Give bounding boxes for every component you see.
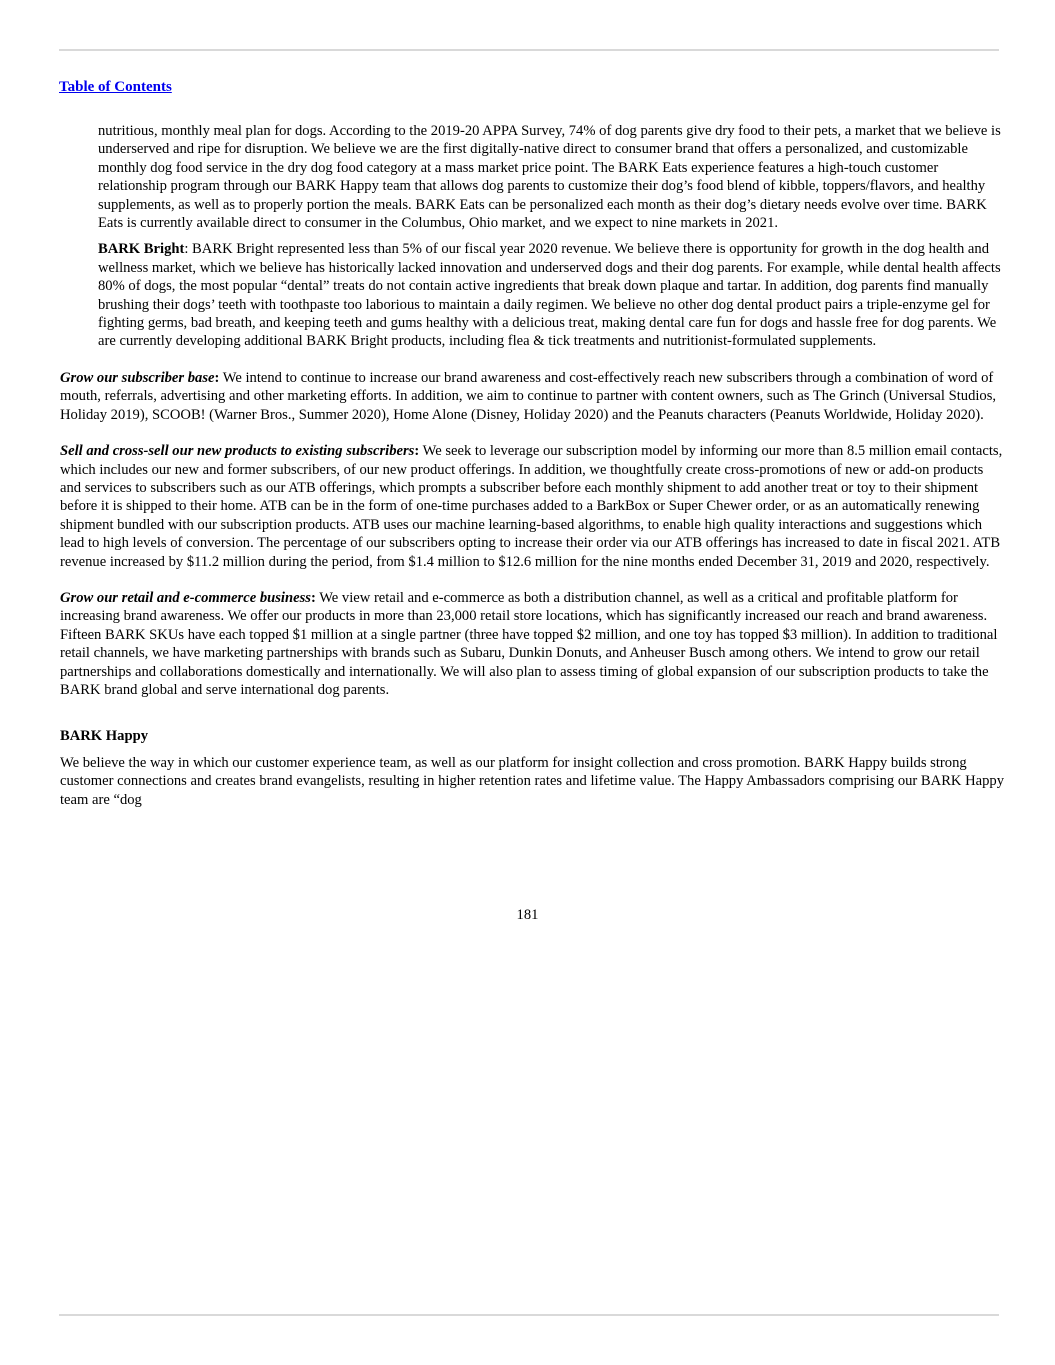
bark-happy-paragraph: We believe the way in which our customer experience team, as well as our platform for insight collection and cross promotion. BARK Happy builds strong customer connections and creates brand evangelists, resulting in higher retention rates and lifetime value. The Happy Ambassadors comprising our BARK Happy team are “dog	[60, 754, 1005, 808]
bark-eats-paragraph: nutritious, monthly meal plan for dogs. According to the 2019-20 APPA Survey, 74% of dog parents give dry food to their pets, a market that we believe is underserved and ripe for disruption. We believe we are the first digitally-native direct to consumer brand that offers a personalized, and customizable monthly dog food service in the dry dog food category at a mass market price point. The BARK Eats experience features a high-touch customer relationship program through our BARK Happy team that allows dog parents to customize their dog’s food blend of kibble, toppers/flavors, and healthy supplements, as well as to properly portion the meals. BARK Eats can be personalized each month as their dog’s dietary needs evolve over time. BARK Eats is currently available direct to consumer in the Columbus, Ohio market, and we expect to nine markets in 2021.	[98, 123, 1001, 232]
table-of-contents-link[interactable]: Table of Contents	[59, 79, 172, 95]
top-divider	[59, 49, 999, 51]
cross-sell-body: We seek to leverage our subscription model by informing our more than 8.5 million email contacts, which includes our new and former subscribers, of our new product offerings. In addition, we thoughtfully create cross-promotions of new or add-on products and services to subscribers such as our ATB offerings, which prompts a subscriber before each monthly shipment to add another treat or toy to their shipment before it is shipped to their home. ATB can be in the form of one-time purchases added to a BarkBox or Super Chewer order, or as an automatically renewing shipment bundled with our subscription products. ATB uses our machine learning-based algorithms, to enable high quality interactions and suggestions which lead to high levels of conversion. The percentage of our subscribers opting to increase their order via our ATB offerings has increased to date in fiscal 2021. ATB revenue increased by $11.2 million during the period, from $1.4 million to $12.6 million for the nine months ended December 31, 2019 and 2020, respectively.	[60, 443, 1003, 570]
retail-body: We view retail and e-commerce as both a distribution channel, as well as a critical and profitable platform for increasing brand awareness. We offer our products in more than 23,000 retail store locations, which has significantly increased our reach and brand awareness. Fifteen BARK SKUs have each topped $1 million at a single partner (three have topped $2 million, and one toy has topped $3 million). In addition to traditional retail channels, we have marketing partnerships with brands such as Subaru, Dunkin Donuts, and Anheuser Busch among others. We intend to grow our retail partnerships and collaborations domestically and internationally. We will also plan to assess timing of global expansion of our subscription products to take the BARK brand global and serve international dog parents.	[60, 589, 998, 698]
bark-bright-paragraph	[60, 240, 1006, 350]
bark-happy-heading: BARK Happy	[60, 728, 148, 745]
subscriber-base-body: We intend to continue to increase our brand awareness and cost-effectively reach new subscribers through a combination of word of mouth, referrals, advertising and other marketing efforts. In addition, we aim to continue to partner with content owners, such as The Grinch (Universal Studios, Holiday 2019), SCOOB! (Warner Bros., Summer 2020), Home Alone (Disney, Holiday 2020) and the Peanuts characters (Peanuts Worldwide, Holiday 2020).	[60, 369, 997, 423]
cross-sell-paragraph	[60, 442, 1006, 571]
retail-lead: Grow our retail and e-commerce business	[60, 589, 311, 606]
bark-bright-lead: BARK Bright	[98, 241, 185, 258]
subscriber-base-colon: :	[214, 369, 220, 386]
retail-colon: :	[310, 589, 316, 606]
retail-paragraph	[60, 589, 1006, 699]
subscriber-base-paragraph	[60, 369, 1006, 424]
cross-sell-colon: :	[414, 443, 420, 460]
page-number: 181	[516, 907, 539, 923]
cross-sell-lead: Sell and cross-sell our new products to existing subscribers	[60, 443, 415, 460]
subscriber-base-lead: Grow our subscriber base	[60, 369, 215, 386]
document-body	[60, 122, 1006, 809]
bark-bright-body: : BARK Bright represented less than 5% of our fiscal year 2020 revenue. We believe there is opportunity for growth in the dog health and wellness market, which we believe has historically lacked innovation and underserved dogs and their dog parents. For example, while dental health affects 80% of dogs, the most popular “dental” treats do not contain active ingredients that break down plaque and tartar. In addition, dog parents find manually brushing their dogs’ teeth with toothpaste too laborious to maintain a daily regimen. We believe no other dog dental product pairs a triple-enzyme gel for fighting germs, bad breath, and keeping teeth and gums healthy with a delicious treat, making dental care fun for dogs and hassle free for dog parents. We are currently developing additional BARK Bright products, including flea & tick treatments and nutritionist-formulated supplements.	[98, 241, 1001, 350]
bottom-divider	[59, 1314, 999, 1316]
